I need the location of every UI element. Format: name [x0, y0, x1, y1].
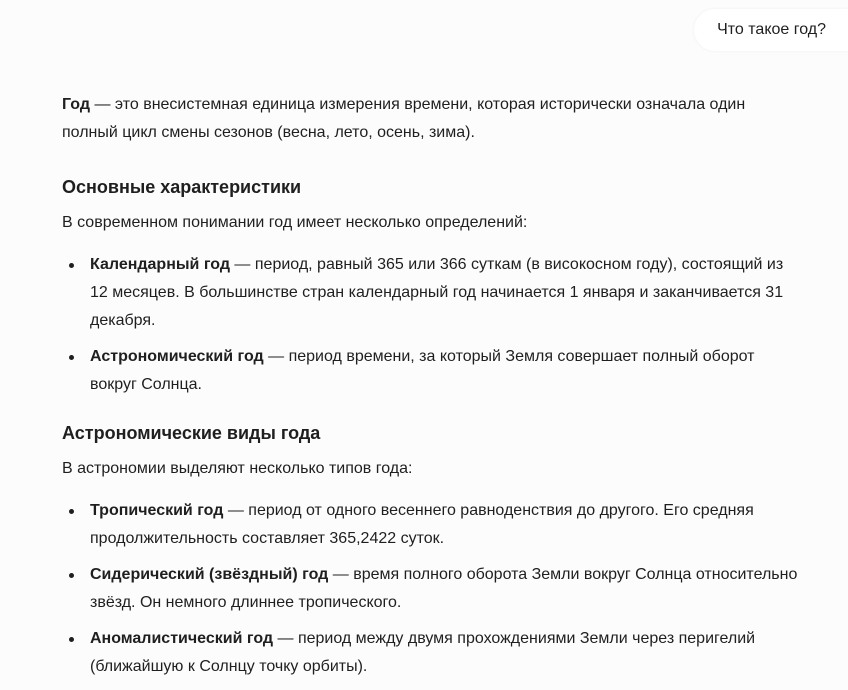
item-term: Сидерический (звёздный) год	[90, 566, 329, 583]
list-item	[62, 561, 802, 617]
answer-intro	[62, 91, 802, 147]
bullet-icon	[69, 355, 74, 360]
item-text: — период времени, за который Земля совершает полный оборот вокруг Солнца.	[90, 348, 755, 393]
list-item	[62, 625, 802, 681]
section-main-characteristics	[62, 175, 802, 399]
bullet-icon	[69, 509, 74, 514]
section-intro: В современном понимании год имеет несколько определений:	[62, 214, 528, 231]
section-heading: Основные характеристики	[62, 177, 302, 197]
list-item	[62, 343, 802, 399]
assistant-answer	[62, 91, 802, 681]
bullet-list	[62, 497, 802, 681]
section-heading: Астрономические виды года	[62, 423, 321, 443]
bullet-icon	[69, 263, 74, 268]
item-text: — время полного оборота Земли вокруг Солнца относительно звёзд. Он немного длиннее тропического.	[90, 566, 798, 611]
intro-term: Год	[62, 96, 90, 113]
intro-text: — это внесистемная единица измерения времени, которая исторически означала один полный цикл смены сезонов (весна, лето, осень, зима).	[62, 96, 746, 141]
list-item	[62, 497, 802, 553]
list-item	[62, 251, 802, 335]
section-intro: В астрономии выделяют несколько типов года:	[62, 460, 413, 477]
item-term: Аномалистический год	[90, 630, 274, 647]
item-term: Тропический год	[90, 502, 224, 519]
item-text: — период между двумя прохождениями Земли через перигелий (ближайшую к Солнцу точку орбиты).	[90, 630, 756, 675]
bullet-icon	[69, 573, 74, 578]
bullet-list	[62, 251, 802, 399]
user-message-text: Что такое год?	[717, 21, 826, 38]
user-message-bubble[interactable]	[694, 9, 848, 51]
item-text: — период, равный 365 или 366 суткам (в високосном году), состоящий из 12 месяцев. В большинстве стран календарный год начинается 1 января и заканчивается 31 декабря.	[90, 256, 784, 329]
item-term: Астрономический год	[90, 348, 264, 365]
bullet-icon	[69, 637, 74, 642]
item-text: — период от одного весеннего равноденствия до другого. Его средняя продолжительность составляет 365,2422 суток.	[90, 502, 754, 547]
section-astronomical-types	[62, 421, 802, 681]
item-term: Календарный год	[90, 256, 230, 273]
